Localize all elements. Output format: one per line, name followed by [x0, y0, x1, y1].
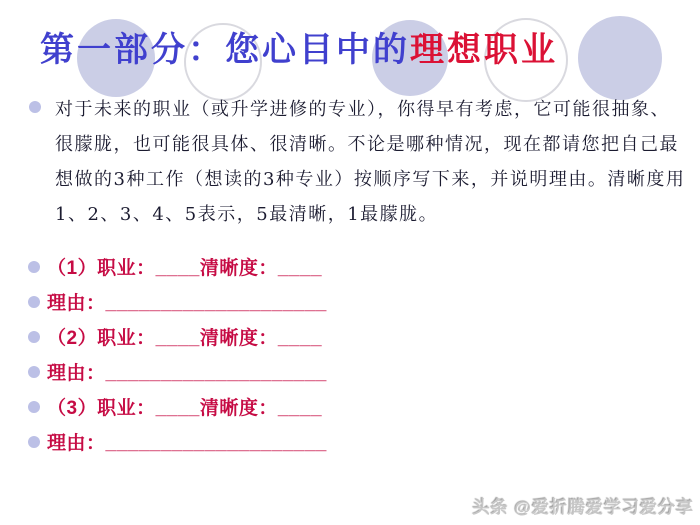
list-item-label: 理由：____________________ — [47, 293, 327, 314]
title-part-blue: 第一部分：您心目中的 — [40, 30, 410, 70]
decorative-circle-filled-3 — [578, 16, 662, 100]
intro-paragraph — [28, 92, 686, 232]
fill-in-blanks-list — [28, 249, 327, 459]
intro-line-3: 想做的3种工作（想读的3种专业）按顺序写下来，并说明理由。清晰度用 — [55, 169, 686, 190]
watermark-text: 头条 @爱折腾爱学习爱分享 — [472, 498, 694, 517]
intro-line-4: 1、2、3、4、5表示，5最清晰，1最朦胧。 — [55, 204, 439, 225]
list-item-label: 理由：____________________ — [47, 433, 327, 454]
list-item — [28, 354, 327, 389]
slide-title — [40, 22, 558, 71]
list-item-label: 理由：____________________ — [47, 363, 327, 384]
list-item — [28, 424, 327, 459]
bullet-icon — [28, 331, 40, 343]
list-item-label: （1）职业：____清晰度：____ — [47, 258, 323, 279]
title-part-red: 理想职业 — [410, 30, 558, 70]
list-item — [28, 389, 327, 424]
bullet-icon — [28, 401, 40, 413]
intro-line-2: 很朦胧，也可能很具体、很清晰。不论是哪种情况，现在都请您把自己最 — [55, 134, 679, 155]
list-item-label: （2）职业：____清晰度：____ — [47, 328, 323, 349]
list-item — [28, 249, 327, 284]
bullet-icon — [28, 436, 40, 448]
bullet-icon — [28, 366, 40, 378]
bullet-icon — [28, 261, 40, 273]
list-item-label: （3）职业：____清晰度：____ — [47, 398, 323, 419]
list-item — [28, 319, 327, 354]
list-item — [28, 284, 327, 319]
intro-line-1: 对于未来的职业（或升学进修的专业），你得早有考虑，它可能很抽象、 — [55, 99, 670, 120]
bullet-icon — [28, 296, 40, 308]
bullet-icon — [29, 101, 41, 113]
